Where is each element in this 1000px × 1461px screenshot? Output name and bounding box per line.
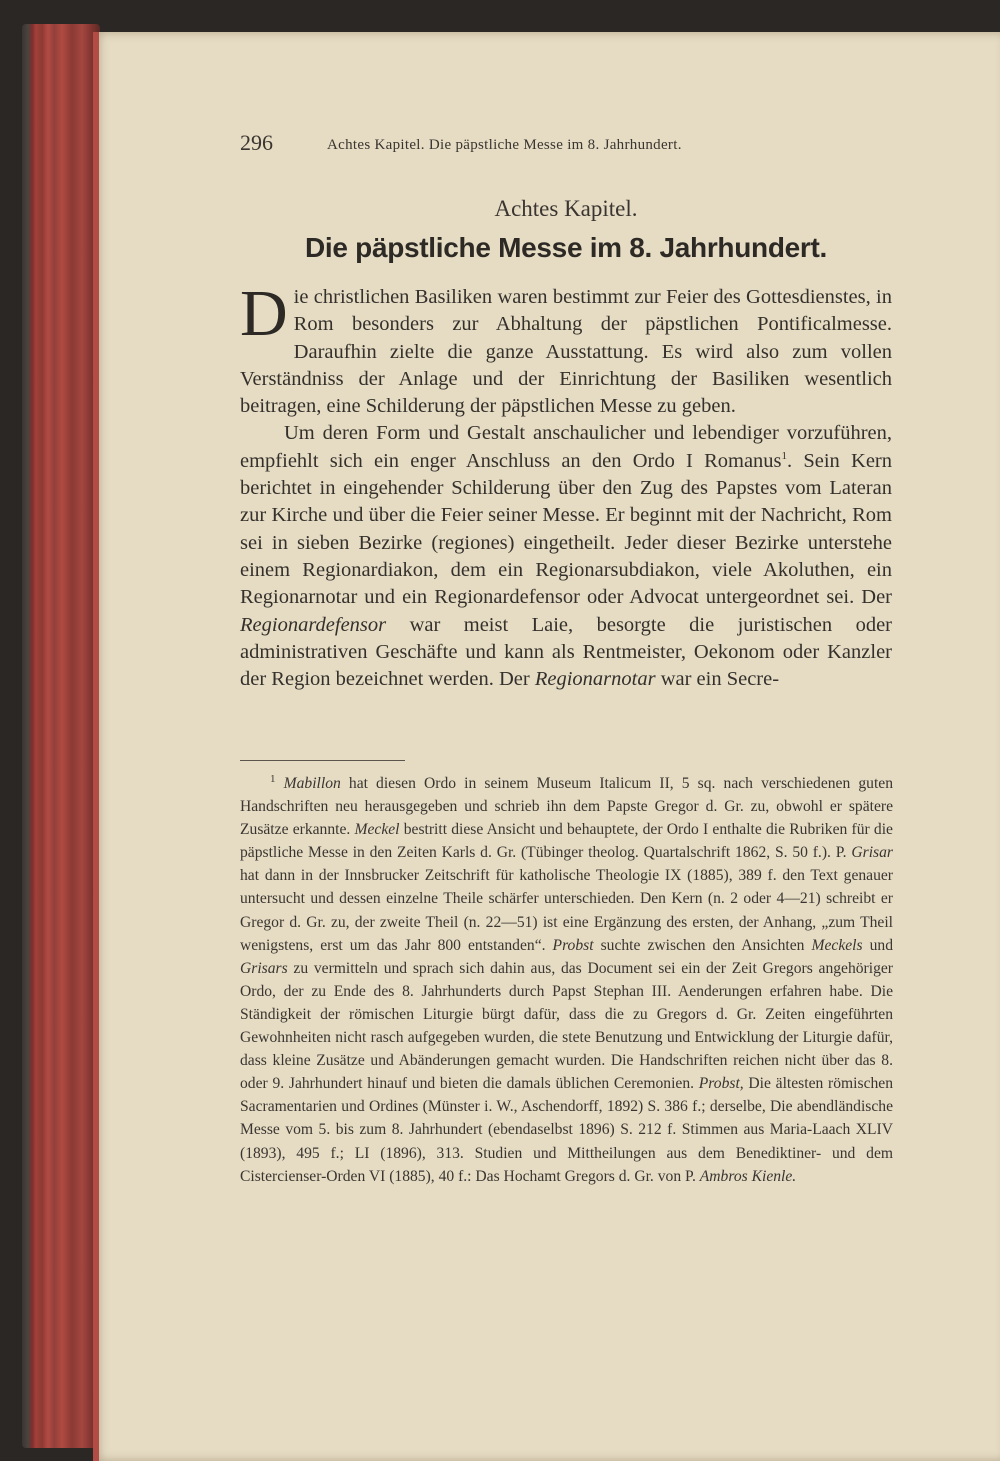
chapter-label: Achtes Kapitel. — [494, 196, 638, 221]
term-regionarnotar: Regionarnotar — [534, 668, 656, 691]
paragraph-2-text-a: Um deren Form und Gestalt anschaulicher und lebendiger vorzuführen, empfiehlt sich ein enger Anschluss an den Ordo I Romanus — [240, 422, 892, 472]
footnote-reference[interactable]: 1 — [781, 449, 788, 462]
drop-cap: D — [240, 277, 288, 350]
footnote-text — [276, 775, 284, 792]
term-regionardefensor: Regionardefensor — [240, 613, 387, 636]
author-name: Meckels — [811, 936, 863, 954]
main-text — [240, 277, 892, 693]
author-name: Grisar — [851, 844, 893, 862]
page-number: 296 — [240, 130, 273, 155]
footnote-divider — [240, 760, 405, 761]
footnote-text: bestritt diese Ansicht und behauptete, der Ordo I enthalte die Rubriken für die päpstliche Messe in den Zeiten Karls d. Gr. (Tübinger theolog. Quartalschrift 1862, S. 50 f.). P. — [240, 821, 893, 862]
paragraph-2-text-b: . Sein Kern berichtet in eingehender Schilderung über den Zug des Papstes vom Lateran zur Kirche und über die Feier seiner Messe. Er beginnt mit der Nachricht, Rom sei in sieben Bezirke (regiones) eingetheilt. Jeder dieser Bezirke unterstehe einem Regionardiakon, dem ein Regionarsubdiakon, viele Akoluthen, ein Regionarnotar und ein Regionardefensor oder Advocat untergeordnet sei. Der — [240, 449, 892, 609]
paragraph-2-text-d: war ein Secre- — [655, 668, 780, 691]
author-name: Probst — [552, 936, 594, 954]
footnote-text: suchte zwischen den Ansichten — [593, 936, 812, 954]
footnote-text: hat dann in der Innsbrucker Zeitschrift für katholische Theologie IX (1885), 389 f. den Text genauer untersucht und dessen einzelne Theile schärfer unterschieden. Den Kern (n. 2 oder 4—21) schreibt er Gregor d. Gr. zu, der zweite Theil (n. 22—51) ist eine Ergänzung des ersten, der Anhang, „zum Theil wenigstens, erst um das Jahr 800 entstanden“. — [240, 867, 893, 954]
footnote-text: hat diesen Ordo in seinem Museum Italicum II, 5 sq. nach verschiedenen guten Handschriften neu herausgegeben und schrieb ihn dem Papste Gregor d. Gr. zu, obwohl er spätere Zusätze erkannte. — [240, 775, 893, 839]
paragraph-1 — [240, 277, 892, 420]
paragraph-2-text-c: war meist Laie, besorgte die juristischen oder administrativen Geschäfte und kann als Rentmeister, Oekonom oder Kanzler der Region bezeichnet werden. Der — [240, 613, 892, 691]
footnote-text: und — [862, 936, 893, 954]
footnote-1 — [240, 772, 893, 1188]
book-page-edges — [22, 24, 100, 1448]
paragraph-1-text: ie christlichen Basiliken waren bestimmt zur Feier des Gottesdienstes, in Rom besonders zur Abhaltung der päpstlichen Pontificalmesse. Daraufhin zielte die ganze Ausstattung. Es wird also zum vollen Verständniss der Anlage und der Einrichtung der Basiliken wesentlich beitragen, eine Schilderung der päpstlichen Messe zu geben. — [240, 286, 892, 418]
author-name: Grisars — [240, 959, 288, 977]
chapter-title: Die päpstliche Messe im 8. Jahrhundert. — [304, 232, 828, 263]
author-name: Mabillon — [283, 775, 341, 792]
author-name: Meckel — [354, 821, 400, 839]
footnote-text: zu vermitteln und sprach sich dahin aus, das Document sei ein der Zeit Gregors angehöriger Ordo, der zu Ende des 8. Jahrhunderts durch Papst Stephan III. Aenderungen erfahren habe. Die Ständigkeit der römischen Liturgie bürgt dafür, dass die zu Gregors d. Gr. Zeiten eingeführten Gewohnheiten nicht rasch aufgegeben wurden, die stete Benutzung und Entwicklung der Liturgie dafür, dass kleine Zusätze und Abänderungen gemacht wurden. Die Handschriften reichen nicht über das 8. oder 9. Jahrhundert hinauf und bieten die damals üblichen Ceremonien. — [240, 959, 893, 1093]
running-title: Achtes Kapitel. Die päpstliche Messe im 8. Jahrhundert. — [327, 137, 682, 153]
paragraph-2 — [240, 420, 892, 693]
author-name: Probst, — [698, 1075, 744, 1093]
author-name: Ambros Kienle. — [699, 1167, 797, 1185]
footnote-text: Die ältesten römischen Sacramentarien und Ordines (Münster i. W., Aschendorff, 1892) S. 386 f.; derselbe, Die abendländische Messe vom 5. bis zum 8. Jahrhundert (ebendaselbst 1896) S. 212 f. Stimmen aus Maria-Laach XLIV (1893), 495 f.; LI (1896), 313. Studien und Mittheilungen aus dem Benediktiner- und dem Cistercienser-Orden VI (1885), 40 f.: Das Hochamt Gregors d. Gr. von P. — [240, 1075, 894, 1185]
footnote-marker: 1 — [270, 772, 276, 785]
footnotes — [240, 772, 893, 1188]
